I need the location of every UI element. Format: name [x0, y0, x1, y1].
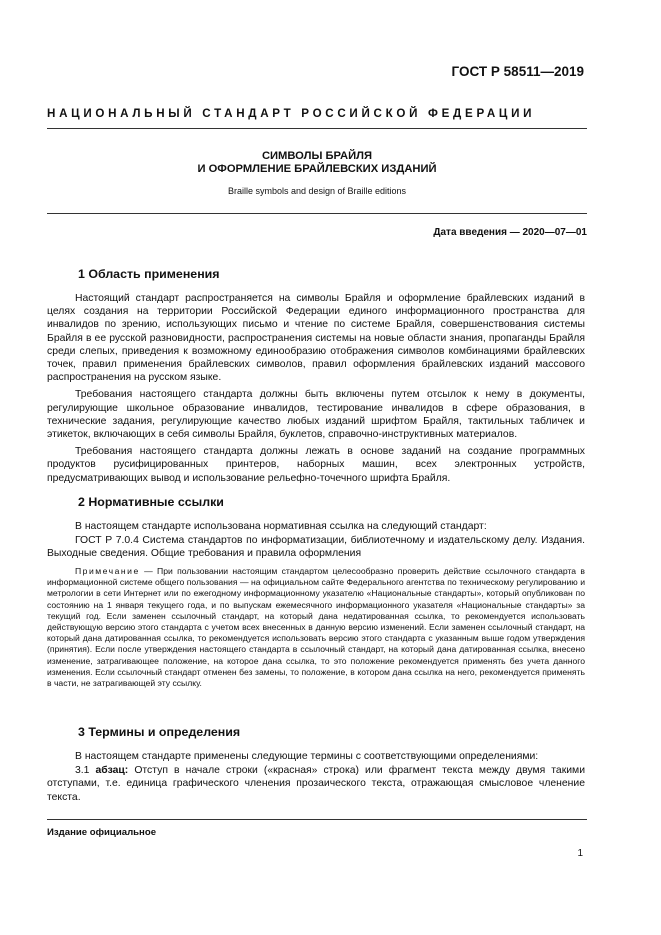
section-2-body: [47, 520, 585, 565]
section-1-body: [47, 292, 585, 489]
term-number: 3.1: [75, 765, 90, 777]
intro-date: Дата введения — 2020—07—01: [433, 227, 587, 238]
section-3-body: [47, 750, 585, 808]
note-text: — При пользовании настоящим стандартом целесообразно проверить действие ссылочного стандарта в информационной системе общего пользования — на официальном сайте Федерального агентства по техническому регулированию и метрологии в сети Интернет или по ежегодному информационному указателю «Национальные стандарты», который опубликован по состоянию на 1 января текущего года, и по выпускам ежемесячного информационного указателя «Национальные стандарты» за текущий год. Если заменен ссылочный стандарт, на который дана недатированная ссылка, то рекомендуется использовать действующую версию этого стандарта с учетом всех внесенных в данную версию изменений. Если заменен ссылочный стандарт, на который дана датированная ссылка, то рекомендуется использовать версию этого стандарта с указанным выше годом утверждения (принятия). Если после утверждения настоящего стандарта в ссылочный стандарт, на который дана датированная ссылка, внесено изменение, затрагивающее положение, на которое дана ссылка, то это положение рекомендуется применять без учета данного изменения. Если ссылочный стандарт отменен без замены, то положение, в котором дана ссылка на него, рекомендуется применять в части, не затрагивающей эту ссылку.: [47, 566, 585, 689]
section-1-title: 1 Область применения: [78, 267, 220, 281]
footer-divider: [47, 819, 587, 820]
section-1-paragraph: Настоящий стандарт распространяется на символы Брайля и оформление брайлевских изданий в целях создания на территории Российской Федерации единого информационного пространства для инвалидов по зрению, использующих письмо и чтение по системе Брайля, совершенствования системы Брайля в ее русской разновидности, распространения системы на новые области знания, пропаганды Брайля среди слепых, приведения к возможному единообразию отображения символов комбинациями брайлевских точек, правил применения брайлевских символов, правил оформления брайлевских изданий массового распространения на русском языке.: [47, 293, 585, 384]
term-name: абзац:: [95, 765, 129, 777]
section-2-paragraph: В настоящем стандарте использована нормативная ссылка на следующий стандарт:: [75, 521, 487, 532]
official-edition-label: Издание официальное: [47, 827, 157, 838]
section-1-paragraph: Требования настоящего стандарта должны быть включены путем отсылок к нему в документы, регулирующие школьное образование инвалидов, тестирование инвалидов в сфере образования, в технические задания, регулирующие качество любых изданий шрифтом Брайля, тактильных табличек и этикеток, включающих в себя символы Брайля, буклетов, справочно-инструктивных материалов.: [47, 389, 585, 441]
title-line-1: СИМВОЛЫ БРАЙЛЯ: [261, 150, 373, 162]
term-definition: Отступ в начале строки («красная» строка) или фрагмент текста между двумя такими отступами, т.е. единица графического членения прозаического текста, отражающая смысловое членение текста.: [47, 765, 586, 803]
section-1-paragraph: Требования настоящего стандарта должны лежать в основе заданий на создание программных продуктов русифицированных принтеров, наборных машин, всех электронных устройств, предусматривающих вывод и использование рельефно-точечного шрифта Брайля.: [47, 446, 585, 484]
top-divider: [47, 128, 587, 129]
document-title: [47, 150, 587, 176]
title-line-2: И ОФОРМЛЕНИЕ БРАЙЛЕВСКИХ ИЗДАНИЙ: [197, 163, 437, 175]
english-title: Braille symbols and design of Braille editions: [227, 186, 407, 196]
term-definition-entry: [47, 764, 585, 804]
section-2-title: 2 Нормативные ссылки: [78, 495, 224, 509]
note-label: Примечание: [75, 566, 140, 576]
note: [47, 566, 585, 689]
national-standard-heading: НАЦИОНАЛЬНЫЙ СТАНДАРТ РОССИЙСКОЙ ФЕДЕРАЦИИ: [47, 107, 536, 120]
page-number: 1: [577, 848, 583, 859]
section-3-paragraph: В настоящем стандарте применены следующие термины с соответствующими определениями:: [75, 751, 539, 762]
normative-reference: ГОСТ Р 7.0.4 Система стандартов по информатизации, библиотечному и издательскому делу. Издания. Выходные сведения. Общие требования и правила оформления: [47, 535, 585, 560]
gost-number: ГОСТ Р 58511—2019: [451, 64, 584, 79]
section-3-title: 3 Термины и определения: [78, 725, 241, 739]
title-divider: [47, 213, 587, 214]
